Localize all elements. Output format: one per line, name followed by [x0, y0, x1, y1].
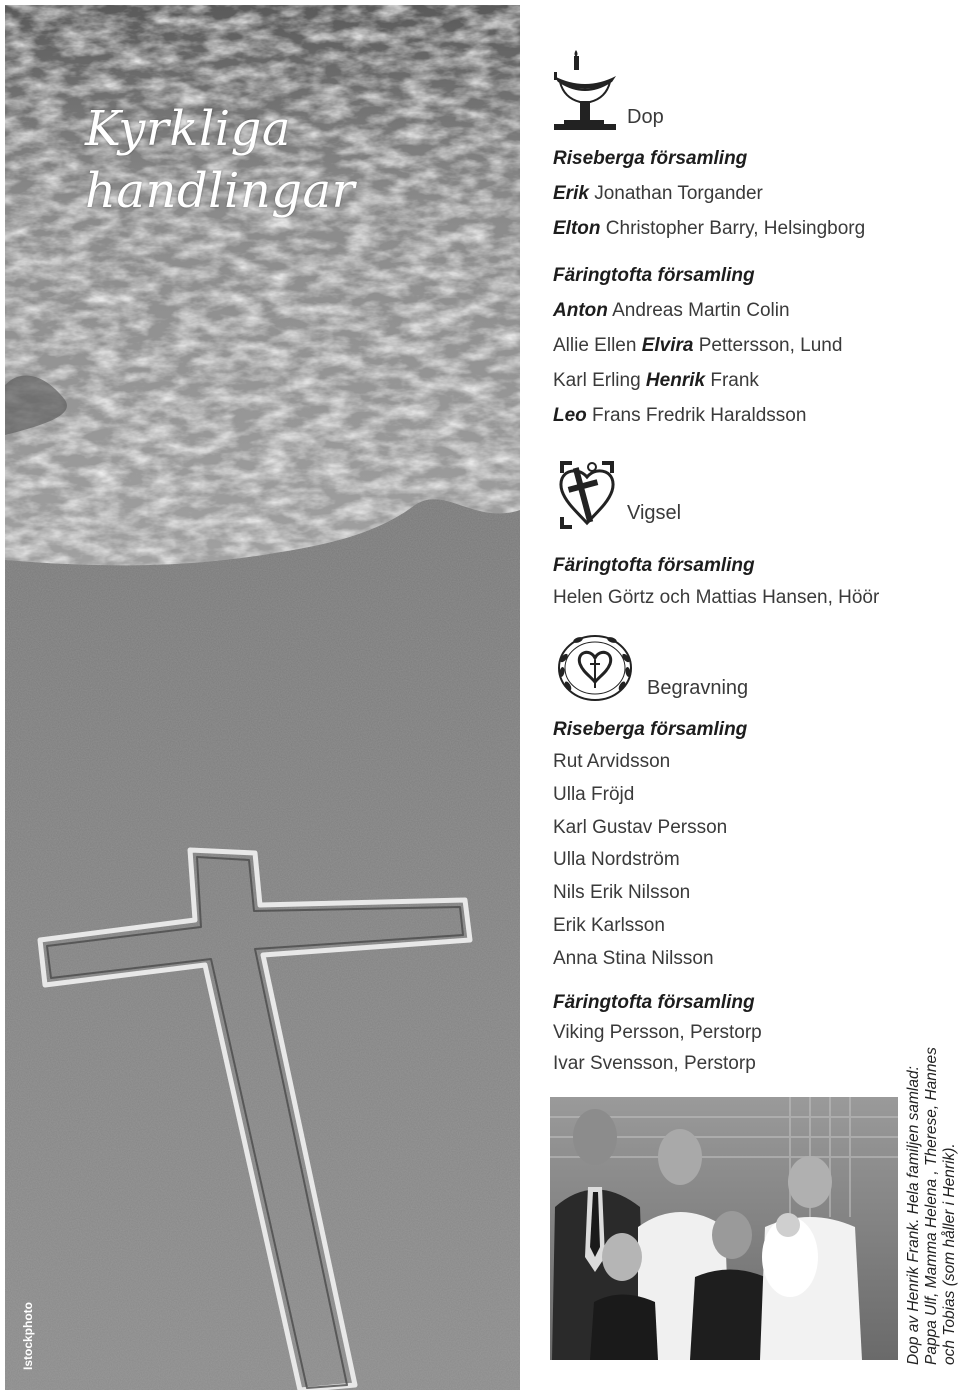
family-baptism-photo	[550, 1097, 898, 1360]
list-item: Nils Erik Nilsson	[553, 882, 691, 903]
given-name: Erik	[553, 183, 589, 204]
name-part: Karl Erling	[553, 370, 646, 391]
funeral-wreath-heart-icon	[550, 628, 640, 708]
name-part: Frans Fredrik Haraldsson	[586, 405, 807, 426]
vigsel-heading: Vigsel	[627, 502, 682, 524]
name-part: Jonathan Torgander	[588, 183, 763, 204]
parish-heading: Färingtofta församling	[553, 265, 755, 286]
wedding-cross-anchor-heart-icon	[552, 455, 622, 535]
name-part: Frank	[705, 370, 759, 391]
list-item	[553, 405, 806, 427]
list-item: Ivar Svensson, Perstorp	[553, 1053, 756, 1074]
caption-line: och Tobias (som håller i Henrik).	[941, 1143, 958, 1365]
list-item	[553, 218, 865, 240]
begravning-heading: Begravning	[647, 677, 749, 699]
name-part: Allie Ellen	[553, 335, 642, 356]
photo-credit: Istockphoto	[21, 1302, 35, 1370]
list-item: Anna Stina Nilsson	[553, 948, 714, 969]
name-part: Christopher Barry, Helsingborg	[600, 218, 866, 239]
list-item: Rut Arvidsson	[553, 751, 671, 772]
dop-heading: Dop	[627, 106, 664, 128]
baptismal-font-icon	[550, 48, 620, 138]
title-line-2: handlingar	[85, 163, 356, 219]
caption-line: Pappa Ulf, Mamma Helena , Therese, Hannes	[923, 1047, 940, 1365]
list-item: Helen Görtz och Mattias Hansen, Höör	[553, 587, 880, 608]
name-part: Andreas Martin Colin	[607, 300, 790, 321]
list-item	[553, 300, 790, 322]
photo-caption	[905, 1047, 959, 1365]
title-line-1: Kyrkliga	[85, 101, 291, 157]
given-name: Henrik	[645, 370, 706, 391]
list-item: Karl Gustav Persson	[553, 817, 728, 838]
caption-line: Dop av Henrik Frank. Hela familjen samlad:	[905, 1066, 922, 1365]
name-part: Pettersson, Lund	[693, 335, 843, 356]
list-item: Erik Karlsson	[553, 915, 665, 936]
given-name: Anton	[553, 300, 608, 321]
given-name: Leo	[553, 405, 587, 426]
list-item: Viking Persson, Perstorp	[553, 1022, 762, 1043]
parish-heading: Riseberga församling	[553, 719, 748, 740]
list-item	[553, 335, 842, 357]
list-item: Ulla Fröjd	[553, 784, 635, 805]
given-name: Elton	[553, 218, 601, 239]
page-title	[85, 98, 355, 222]
parish-heading: Riseberga församling	[553, 148, 748, 169]
list-item	[553, 370, 759, 392]
given-name: Elvira	[641, 335, 694, 356]
parish-heading: Färingtofta församling	[553, 992, 755, 1013]
list-item	[553, 183, 763, 205]
parish-heading: Färingtofta församling	[553, 555, 755, 576]
list-item: Ulla Nordström	[553, 849, 680, 870]
